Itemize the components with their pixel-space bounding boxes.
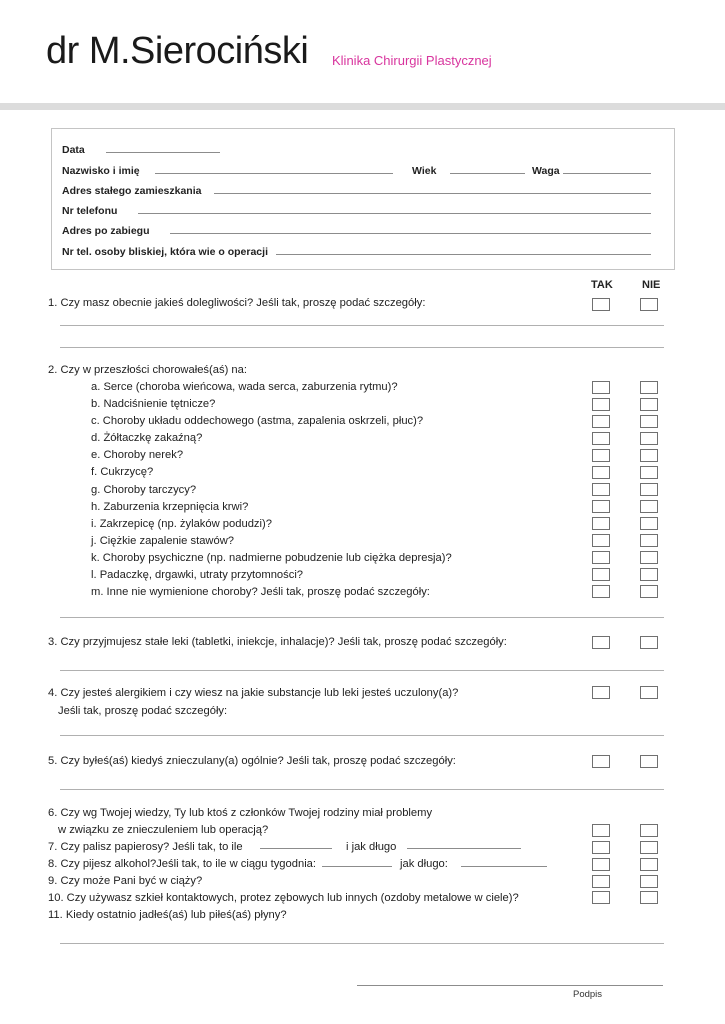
q4-answer-line[interactable] bbox=[60, 735, 664, 736]
q2g-yes-checkbox[interactable] bbox=[592, 483, 610, 496]
q2i-yes-checkbox[interactable] bbox=[592, 517, 610, 530]
weight-field[interactable] bbox=[563, 173, 651, 174]
signature-label: Podpis bbox=[573, 989, 603, 1000]
q3-answer-line[interactable] bbox=[60, 670, 664, 671]
question-5: 5. Czy byłeś(aś) kiedyś znieczulany(a) ogólnie? Jeśli tak, proszę podać szczegóły: bbox=[48, 755, 456, 767]
procedure-address-label: Adres po zabiegu bbox=[62, 225, 150, 237]
q2j-no-checkbox[interactable] bbox=[640, 534, 658, 547]
q10-yes-checkbox[interactable] bbox=[592, 891, 610, 904]
question-8-duration: jak długo: bbox=[400, 858, 448, 870]
q9-yes-checkbox[interactable] bbox=[592, 875, 610, 888]
question-4: 4. Czy jesteś alergikiem i czy wiesz na jakie substancje lub leki jesteś uczulony(a)? bbox=[48, 687, 459, 699]
q3-no-checkbox[interactable] bbox=[640, 636, 658, 649]
doctor-name-title: dr M.Sierociński bbox=[46, 30, 309, 72]
q2l-yes-checkbox[interactable] bbox=[592, 568, 610, 581]
q2e-yes-checkbox[interactable] bbox=[592, 449, 610, 462]
no-column-header: NIE bbox=[642, 279, 661, 291]
q2e-no-checkbox[interactable] bbox=[640, 449, 658, 462]
name-field[interactable] bbox=[155, 173, 393, 174]
q2d-yes-checkbox[interactable] bbox=[592, 432, 610, 445]
q1-answer-line[interactable] bbox=[60, 325, 664, 326]
q8-amount-field[interactable] bbox=[322, 866, 392, 867]
q6-no-checkbox[interactable] bbox=[640, 824, 658, 837]
q2k-yes-checkbox[interactable] bbox=[592, 551, 610, 564]
q2-item-l: l. Padaczkę, drgawki, utraty przytomności? bbox=[91, 569, 304, 581]
q2m-no-checkbox[interactable] bbox=[640, 585, 658, 598]
date-label: Data bbox=[62, 144, 85, 156]
name-label: Nazwisko i imię bbox=[62, 165, 140, 177]
address-label: Adres stałego zamieszkania bbox=[62, 185, 202, 197]
q1-no-checkbox[interactable] bbox=[640, 298, 658, 311]
question-7-duration: i jak długo bbox=[346, 841, 397, 853]
q3-yes-checkbox[interactable] bbox=[592, 636, 610, 649]
q2d-no-checkbox[interactable] bbox=[640, 432, 658, 445]
q4-yes-checkbox[interactable] bbox=[592, 686, 610, 699]
phone-label: Nr telefonu bbox=[62, 205, 118, 217]
q2f-no-checkbox[interactable] bbox=[640, 466, 658, 479]
procedure-address-field[interactable] bbox=[170, 233, 651, 234]
q2g-no-checkbox[interactable] bbox=[640, 483, 658, 496]
question-1: 1. Czy masz obecnie jakieś dolegliwości? Jeśli tak, proszę podać szczegóły: bbox=[48, 297, 426, 309]
question-11: 11. Kiedy ostatnio jadłeś(aś) lub piłeś(aś) płyny? bbox=[48, 909, 287, 921]
q7-no-checkbox[interactable] bbox=[640, 841, 658, 854]
q2-item-j: j. Ciężkie zapalenie stawów? bbox=[91, 535, 235, 547]
q2-item-e: e. Choroby nerek? bbox=[91, 449, 184, 461]
q2c-yes-checkbox[interactable] bbox=[592, 415, 610, 428]
q2c-no-checkbox[interactable] bbox=[640, 415, 658, 428]
q2-item-g: g. Choroby tarczycy? bbox=[91, 484, 197, 496]
phone-field[interactable] bbox=[138, 213, 651, 214]
q2k-no-checkbox[interactable] bbox=[640, 551, 658, 564]
q2-item-m: m. Inne nie wymienione choroby? Jeśli tak, proszę podać szczegóły: bbox=[91, 586, 430, 598]
question-4-details: Jeśli tak, proszę podać szczegóły: bbox=[58, 705, 228, 717]
question-7: 7. Czy palisz papierosy? Jeśli tak, to ile bbox=[48, 841, 243, 853]
address-field[interactable] bbox=[214, 193, 651, 194]
question-3: 3. Czy przyjmujesz stałe leki (tabletki, iniekcje, inhalacje)? Jeśli tak, proszę podać szczegóły: bbox=[48, 636, 507, 648]
q2b-yes-checkbox[interactable] bbox=[592, 398, 610, 411]
q2-item-d: d. Żółtaczkę zakaźną? bbox=[91, 432, 203, 444]
question-9: 9. Czy może Pani być w ciąży? bbox=[48, 875, 203, 887]
q2-item-k: k. Choroby psychiczne (np. nadmierne pobudzenie lub ciężka depresja)? bbox=[91, 552, 452, 564]
contact-phone-field[interactable] bbox=[276, 254, 651, 255]
q2j-yes-checkbox[interactable] bbox=[592, 534, 610, 547]
q2a-no-checkbox[interactable] bbox=[640, 381, 658, 394]
q8-yes-checkbox[interactable] bbox=[592, 858, 610, 871]
question-6: 6. Czy wg Twojej wiedzy, Ty lub ktoś z członków Twojej rodziny miał problemy bbox=[48, 807, 433, 819]
q9-no-checkbox[interactable] bbox=[640, 875, 658, 888]
q2f-yes-checkbox[interactable] bbox=[592, 466, 610, 479]
q6-yes-checkbox[interactable] bbox=[592, 824, 610, 837]
q7-yes-checkbox[interactable] bbox=[592, 841, 610, 854]
q7-duration-field[interactable] bbox=[407, 848, 521, 849]
q2b-no-checkbox[interactable] bbox=[640, 398, 658, 411]
q5-answer-line[interactable] bbox=[60, 789, 664, 790]
q10-no-checkbox[interactable] bbox=[640, 891, 658, 904]
header-divider bbox=[0, 103, 725, 110]
q8-no-checkbox[interactable] bbox=[640, 858, 658, 871]
contact-phone-label: Nr tel. osoby bliskiej, która wie o operacji bbox=[62, 246, 268, 258]
q2a-yes-checkbox[interactable] bbox=[592, 381, 610, 394]
q1-answer-line[interactable] bbox=[60, 347, 664, 348]
q2l-no-checkbox[interactable] bbox=[640, 568, 658, 581]
q2h-no-checkbox[interactable] bbox=[640, 500, 658, 513]
question-2: 2. Czy w przeszłości chorowałeś(aś) na: bbox=[48, 364, 247, 376]
q4-no-checkbox[interactable] bbox=[640, 686, 658, 699]
yes-column-header: TAK bbox=[591, 279, 613, 291]
clinic-subtitle: Klinika Chirurgii Plastycznej bbox=[332, 53, 492, 68]
q2-item-f: f. Cukrzycę? bbox=[91, 466, 154, 478]
q5-yes-checkbox[interactable] bbox=[592, 755, 610, 768]
signature-field[interactable] bbox=[357, 985, 663, 986]
q8-duration-field[interactable] bbox=[461, 866, 547, 867]
question-6-cont: w związku ze znieczuleniem lub operacją? bbox=[58, 824, 269, 836]
q2-answer-line[interactable] bbox=[60, 617, 664, 618]
q11-answer-line[interactable] bbox=[60, 943, 664, 944]
q2m-yes-checkbox[interactable] bbox=[592, 585, 610, 598]
q2-item-i: i. Zakrzepicę (np. żylaków podudzi)? bbox=[91, 518, 272, 530]
weight-label: Waga bbox=[532, 165, 560, 177]
q2i-no-checkbox[interactable] bbox=[640, 517, 658, 530]
q2-item-h: h. Zaburzenia krzepnięcia krwi? bbox=[91, 501, 249, 513]
q2h-yes-checkbox[interactable] bbox=[592, 500, 610, 513]
question-8: 8. Czy pijesz alkohol?Jeśli tak, to ile w ciągu tygodnia: bbox=[48, 858, 317, 870]
age-field[interactable] bbox=[450, 173, 525, 174]
question-10: 10. Czy używasz szkieł kontaktowych, protez zębowych lub innych (ozdoby metalowe w ciele)? bbox=[48, 892, 519, 904]
q1-yes-checkbox[interactable] bbox=[592, 298, 610, 311]
date-field[interactable] bbox=[106, 152, 220, 153]
q5-no-checkbox[interactable] bbox=[640, 755, 658, 768]
q2-item-b: b. Nadciśnienie tętnicze? bbox=[91, 398, 216, 410]
q7-amount-field[interactable] bbox=[260, 848, 332, 849]
q2-item-c: c. Choroby układu oddechowego (astma, zapalenia oskrzeli, płuc)? bbox=[91, 415, 424, 427]
q2-item-a: a. Serce (choroba wieńcowa, wada serca, zaburzenia rytmu)? bbox=[91, 381, 398, 393]
age-label: Wiek bbox=[412, 165, 437, 177]
